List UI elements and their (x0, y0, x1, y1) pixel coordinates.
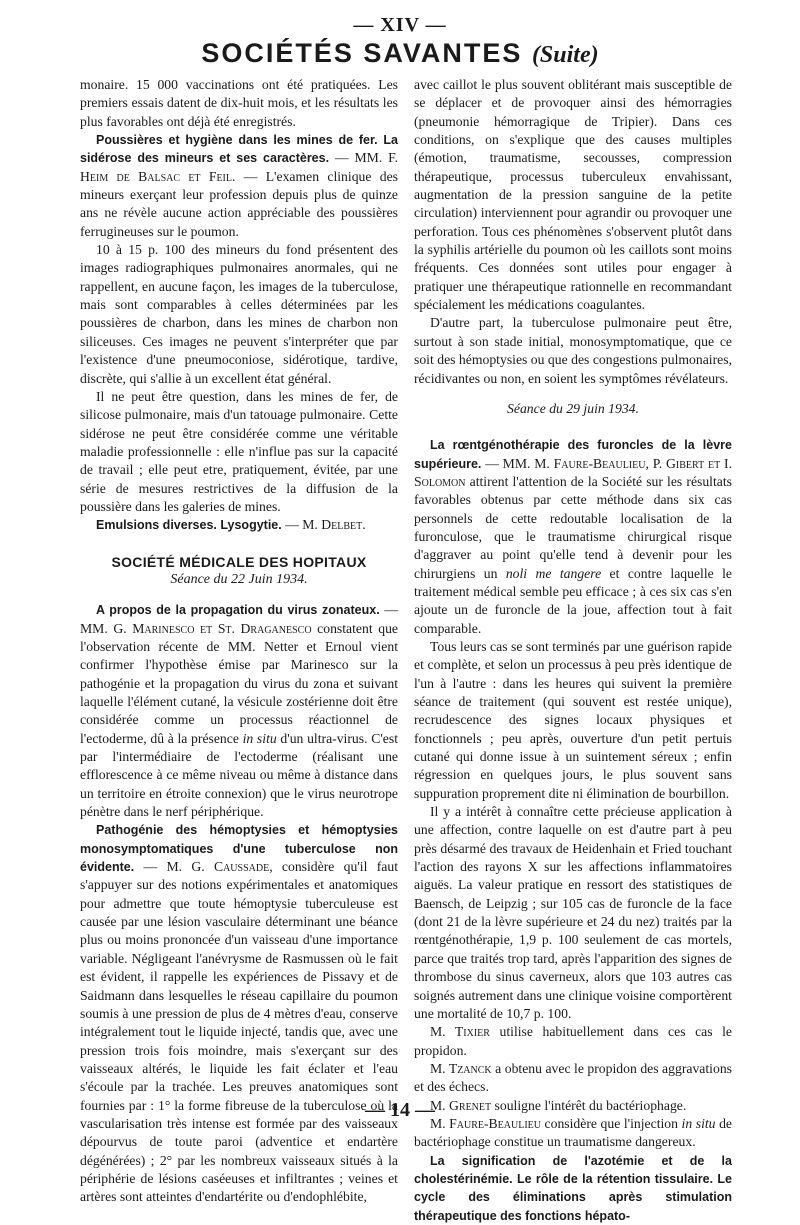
paragraph (80, 821, 398, 1206)
left-column (80, 76, 398, 1207)
paragraph-text: — L'examen clinique des mineurs exerçant leur profession depuis plus de quinze ans ne révèle aucune action appréciable des poussières ferrugineuses sur le poumon. (80, 168, 398, 239)
author-names: — M. Delbet. (281, 517, 366, 533)
author-names: — MM. G. Marinesco et St. Draganesco (80, 602, 398, 636)
paragraph: 10 à 15 p. 100 des mineurs du fond présentent des images radiographiques pulmonaires anormales, qui ne rappellent, en aucune façon, les images de la tuberculose, mais sont comparables à celles déterminées par les poussières de charbon, dans les mines de charbon non siliceuses. Ces images ne peuvent s'interpréter que par l'existence d'une pneumoconiose, sidérotique, tardive, discrète, qui s'allie à un excellent état général. (80, 242, 398, 386)
article-title: Emulsions diverses. Lysogytie. (96, 518, 282, 533)
article-title: La rœntgénothérapie des furoncles de la lèvre supérieure. (414, 438, 732, 471)
paragraph-text: considère qu'il faut s'appuyer sur des notions expérimentales et anatomiques pour admettre que toute hémoptysie tuberculeuse est causée par une lésion vasculaire déterminant une béance plus ou moins prononcée d'un vaisseau d'une importance variable. Négligeant l'anévrysme de Rasmussen où le fait est évident, il rappelle les expériences de Pissavy et de Saidmann dans lesquelles le réseau capillaire du poumon soumis à une pression de plus de 4 mètres d'eau, conserve intégralement tout le liquide injecté, tandis que, avec une pression trois fois moindre, mais s'exerçant sur des vaisseaux altérés, le liquide les fait éclater et l'eau s'écoule par la trachée. Les preuves anatomiques sont fournies par : 1° la forme fibreuse de la tuberculose où la vascularisation très intense est formée par des vaisseaux dépourvus de toute paroi (adventice et endartère dégénérées) ; 2° par les nombreux vaisseaux situés à la périphérie de lésions caséeuses et infiltrantes ; veines et artères sont atteintes d'endartérite ou d'endophlébite, (80, 859, 398, 1205)
italic-term: noli me tangere (505, 565, 602, 581)
paragraph: Poussières et hygiène dans les mines de fer. La sidérose des mineurs et ses caractères. — MM. F. Heim de Balsac et Feil. — L'examen clinique des mineurs exerçant leur profession depuis plus de quinze ans ne révèle aucune action appréciable des poussières ferrugineuses sur le poumon. (80, 133, 399, 239)
paragraph: Tous leurs cas se sont terminés par une guérison rapide et complète, et selon un processus à peu près identique de l'un à l'autre : dans les heures qui suivent la première séance de traitement (qui souvent est restée unique), recrudescence des signes locaux physiques et fonctionnels ; peu après, ouverture d'un petit pertuis cutané qui donne issue à un suintement séreux ; enfin régression en quelques jours, le plus souvent sans suppuration proprement dite ni élimination de bourbillon. (414, 638, 732, 801)
paragraph-text: de bactériophage constitue un traumatisme dangereux. (414, 1115, 732, 1150)
author-names: M. Faure-Beaulieu (430, 1115, 541, 1131)
paragraph: Il y a intérêt à connaître cette précieuse application à une affection, contre laquelle on est d'autre part à peu près désarmé des travaux de Heidenhain et Fried touchant l'action des rayons X sur les affections inflammatoires aiguës. La valeur pratique en ressort des statistiques de Baensch, de Leipzig ; sur 105 cas de furoncle de la face (dont 21 de la lèvre supérieure et 24 du nez) traités par la rœntgénothérapie, 1,9 p. 100 seulement de cas mortels, parce que traités trop tard, après l'apparition des signes de thrombose du sinus caverneux, alors que 103 autres cas soignés autrement dans une clinique voisine comportèrent une mortalité de 10,7 p. 100. (414, 804, 732, 1021)
italic-term: in situ (242, 730, 277, 746)
author-names: MM. F. Heim de Balsac et Feil. (80, 150, 399, 184)
header-suite: (Suite) (531, 42, 599, 68)
section-title: SOCIÉTÉ MÉDICALE DES HOPITAUX (111, 553, 367, 570)
paragraph (414, 436, 732, 638)
paragraph (414, 1023, 732, 1060)
author-names: M. Tzanck (430, 1060, 492, 1076)
paragraph: Il ne peut être question, dans les mines de fer, de silicose pulmonaire, mais d'un tatouage pulmonaire. Cette sidérose ne peut être considérée comme une véritable maladie professionnelle : elle n'influe pas sur la capacité de travail ; elle peut etre, pratiquement, évitée, par une série de mesures restrictives de la diffusion de la poussière dans les galeries de mines. (80, 388, 398, 514)
page-header (0, 38, 800, 69)
section-date: Séance du 22 Juin 1934. (170, 571, 308, 587)
author-names: — MM. M. Faure-Beaulieu, P. Gibert et I. Solomon (414, 455, 732, 489)
paragraph-text: a obtenu avec le propidon des aggravations et des échecs. (414, 1060, 732, 1095)
author-names: M. Tixier (430, 1024, 490, 1040)
paragraph-text: et contre laquelle le traitement médical semble peu efficace ; à ces six cas s'en ajoute un de furoncle de la joue, affection tout à fait comparable. (414, 565, 733, 636)
page-bottom-number: — 14 — (365, 1099, 435, 1121)
paragraph-text: utilise habituellement dans ces cas le propidon. (414, 1024, 733, 1058)
article-title: La signification de l'azotémie et de la cholestérinémie. Le rôle de la rétention tissulaire. Le cycle des éliminations après stimulation thérapeutique des fonctions hépato- (414, 1153, 732, 1223)
article-title: Poussières et hygiène dans les mines de fer. La sidérose des mineurs et ses caractères. (80, 133, 398, 166)
article-title: Pathogénie des hémoptysies et hémoptysies monosymptomatiques d'une tuberculose non évidente. (80, 823, 398, 875)
paragraph-text: attirent l'attention de la Société sur les résultats favorables obtenus par cette méthode dans six cas personnels de cette redoutable localisation de la furonculose, que le traumatisme chirurgical risque d'aggraver au point qu'elle tend à devenir pour les chirurgiens un (414, 473, 732, 581)
right-column (414, 76, 732, 1225)
paragraph: avec caillot le plus souvent oblitérant mais susceptible de se déplacer et de provoquer ainsi des hémorragies (pneumonie hémorragique de Tripier). Dans ces conditions, on s'explique que des causes multiples (émotion, traumatisme, secousses, compression thérapeutique, processus tuberculeux envahissant, augmentation de la pression sanguine de la petite circulation) interviennent pour agrandir ou provoquer une perforation. Tous ces phénomènes s'observent plutôt dans la syphilis artérielle du poumon où les caillots sont moins fréquents. Ces données sont utiles pour engager à pratiquer une thérapeutique rationnelle en recommandant spécialement les médications coagulantes. (414, 77, 732, 313)
italic-term: in situ (681, 1115, 716, 1131)
author-names: M. Grenet (430, 1097, 492, 1113)
author-names: — M. G. Caussade, (134, 859, 273, 875)
page-top-number: — XIV — (353, 14, 447, 36)
paragraph: monaire. 15 000 vaccinations ont été pratiquées. Les premiers essais datent de dix-huit mois, et les résultats les plus favorables ont déjà été enregistrés. (80, 77, 398, 129)
paragraph-text: constatent que l'observation récente de MM. Netter et Ernoul vient confirmer l'hypothèse émise par Marinesco sur la pathogénie et la propagation du virus du zona et suivant laquelle l'élément cutané, la vésicule zostérienne doit être considérée comme un processus réactionnel de l'ectoderme, dû à la présence (80, 620, 398, 746)
paragraph (80, 601, 398, 821)
paragraph (414, 1152, 732, 1225)
paragraph-text: considère que l'injection (540, 1115, 682, 1131)
article-title: A propos de la propagation du virus zonateux. (96, 603, 380, 618)
paragraph (414, 1060, 732, 1097)
paragraph-text: souligne l'intérêt du bactériophage. (491, 1097, 687, 1113)
section-date: Séance du 29 juin 1934. (507, 400, 639, 416)
paragraph (80, 516, 398, 534)
paragraph-text: d'un ultra-virus. C'est par l'intermédiaire de l'ectoderme (réalisant une efflorescence à ce même niveau ou même à distance dans un territoire en étroite connexion) que le virus neurotrope pénètre dans le nerf périphérique. (80, 730, 398, 820)
paragraph: D'autre part, la tuberculose pulmonaire peut être, surtout à son stade initial, monosymptomatique, que ce soit des hémoptysies ou que des congestions pulmonaires, récidivantes ou non, en soient les symptômes révélateurs. (414, 315, 732, 386)
header-title: SOCIÉTÉS SAVANTES (201, 38, 523, 68)
